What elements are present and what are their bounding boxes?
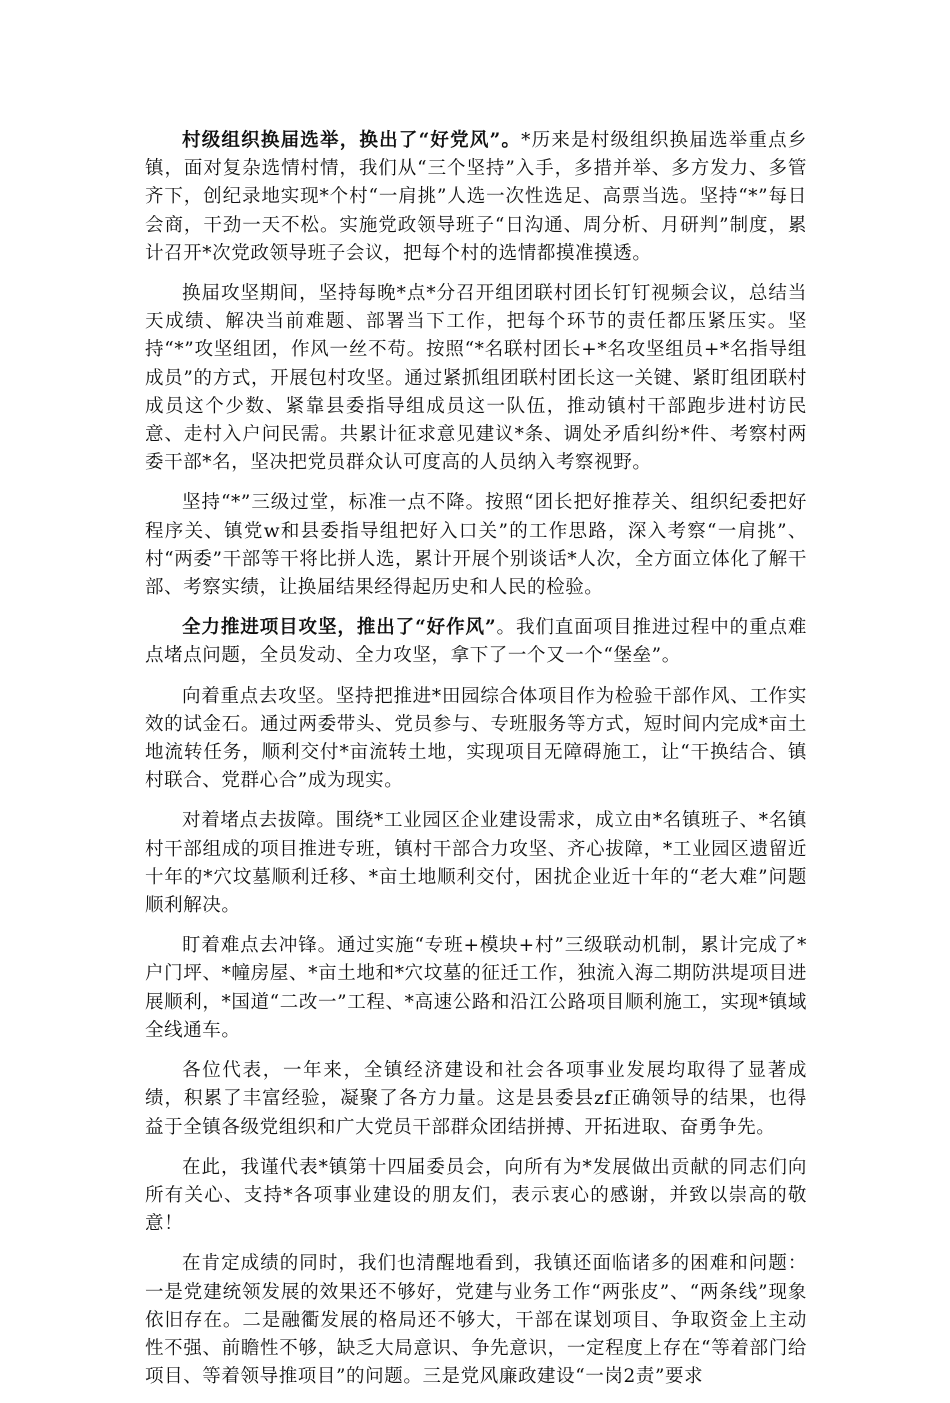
paragraph-text: 盯着难点去冲锋。通过实施“专班+模块+村”三级联动机制，累计完成了*户门坪、*幢房屋、*亩土地和*穴坟墓的征迁工作，独流入海二期防洪堤项目进展顺利，*国道“二改一”工程、*高速公路和沿江公路项目顺利施工，实现*镇域全线通车。 bbox=[145, 935, 807, 1041]
paragraph-heading: 村级组织换届选举，换出了“好党风”。 bbox=[182, 130, 522, 151]
paragraph-text: *历来是村级组织换届选举重点乡镇，面对复杂选情村情，我们从“三个坚持”入手，多措并举、多方发力、多管齐下，创纪录地实现*个村“一肩挑”人选一次性选足、高票当选。坚持“*”每日会商，干劲一天不松。实施党政领导班子“日沟通、周分析、月研判”制度，累计召开*次党政领导班子会议，把每个村的选情都摸准摸透。 bbox=[145, 130, 807, 264]
paragraph-key-points bbox=[145, 683, 807, 796]
paragraph-representatives bbox=[145, 1057, 807, 1142]
paragraph-text: 向着重点去攻坚。坚持把推进*田园综合体项目作为检验干部作风、工作实效的试金石。通过两委带头、党员参与、专班服务等方式，短时间内完成*亩土地流转任务，顺利交付*亩流转土地，实现项目无障碍施工，让“干换结合、镇村联合、党群心合”成为现实。 bbox=[145, 685, 807, 792]
paragraph-problems bbox=[145, 1250, 807, 1391]
paragraph-text: 。我们直面项目推进过程中的重点难点堵点问题，全员发动、全力攻坚，拿下了一个又一个“堡垒”。 bbox=[145, 617, 807, 667]
paragraph-election-campaign bbox=[145, 280, 807, 477]
paragraph-thanks bbox=[145, 1154, 807, 1239]
paragraph-text: 坚持“*”三级过堂，标准一点不降。按照“团长把好推荐关、组织纪委把好程序关、镇党w和县委指导组把好入口关”的工作思路，深入考察“一肩挑”、村“两委”干部等干将比拼人选，累计开展个别谈话*人次，全方面立体化了解干部、考察实绩，让换届结果经得起历史和人民的检验。 bbox=[145, 492, 807, 599]
paragraph-text: 在肯定成绩的同时，我们也清醒地看到，我镇还面临诸多的困难和问题：一是党建统领发展的效果还不够好，党建与业务工作“两张皮”、“两条线”现象依旧存在。二是融衢发展的格局还不够大，干部在谋划项目、争取资金上主动性不强、前瞻性不够，缺乏大局意识、争先意识，一定程度上存在“等着部门给项目、等着领导推项目”的问题。三是党风廉政建设“一岗2责”要求 bbox=[145, 1253, 807, 1388]
paragraph-difficulties bbox=[145, 932, 807, 1045]
paragraph-text: 各位代表，一年来，全镇经济建设和社会各项事业发展均取得了显著成绩，积累了丰富经验，凝聚了各方力量。这是县委县zf正确领导的结果，也得益于全镇各级党组织和广大党员干部群众团结拼搏、开拓进取、奋勇争先。 bbox=[145, 1060, 807, 1138]
paragraph-text: 在此，我谨代表*镇第十四届委员会，向所有为*发展做出贡献的同志们向所有关心、支持*各项事业建设的朋友们，表示衷心的感谢，并致以崇高的敬意！ bbox=[145, 1156, 807, 1235]
paragraph-heading: 全力推进项目攻坚，推出了“好作风” bbox=[182, 617, 497, 639]
document-body bbox=[145, 127, 807, 1403]
paragraph-blockages bbox=[145, 807, 807, 920]
paragraph-text: 对着堵点去拔障。围绕*工业园区企业建设需求，成立由*名镇班子、*名镇村干部组成的项目推进专班，镇村干部合力攻坚、齐心拔障，*工业园区遗留近十年的*穴坟墓顺利迁移、*亩土地顺利交付，困扰企业近十年的“老大难”问题顺利解决。 bbox=[145, 810, 807, 917]
paragraph-text: 换届攻坚期间，坚持每晚*点*分召开组团联村团长钉钉视频会议，总结当天成绩、解决当前难题、部署当下工作，把每个环节的责任都压紧压实。坚持“*”攻坚组团，作风一丝不苟。按照“*名联村团长+*名攻坚组员+*名指导组成员”的方式，开展包村攻坚。通过紧抓组团联村团长这一关键、紧盯组团联村成员这个少数、紧靠县委指导组成员这一队伍，推动镇村干部跑步进村访民意、走村入户问民需。共累计征求意见建议*条、调处矛盾纠纷*件、考察村两委干部*名，坚决把党员群众认可度高的人员纳入考察视野。 bbox=[145, 283, 807, 474]
paragraph-project-push bbox=[145, 614, 807, 670]
paragraph-village-election bbox=[145, 127, 807, 268]
paragraph-three-level-review bbox=[145, 489, 807, 602]
